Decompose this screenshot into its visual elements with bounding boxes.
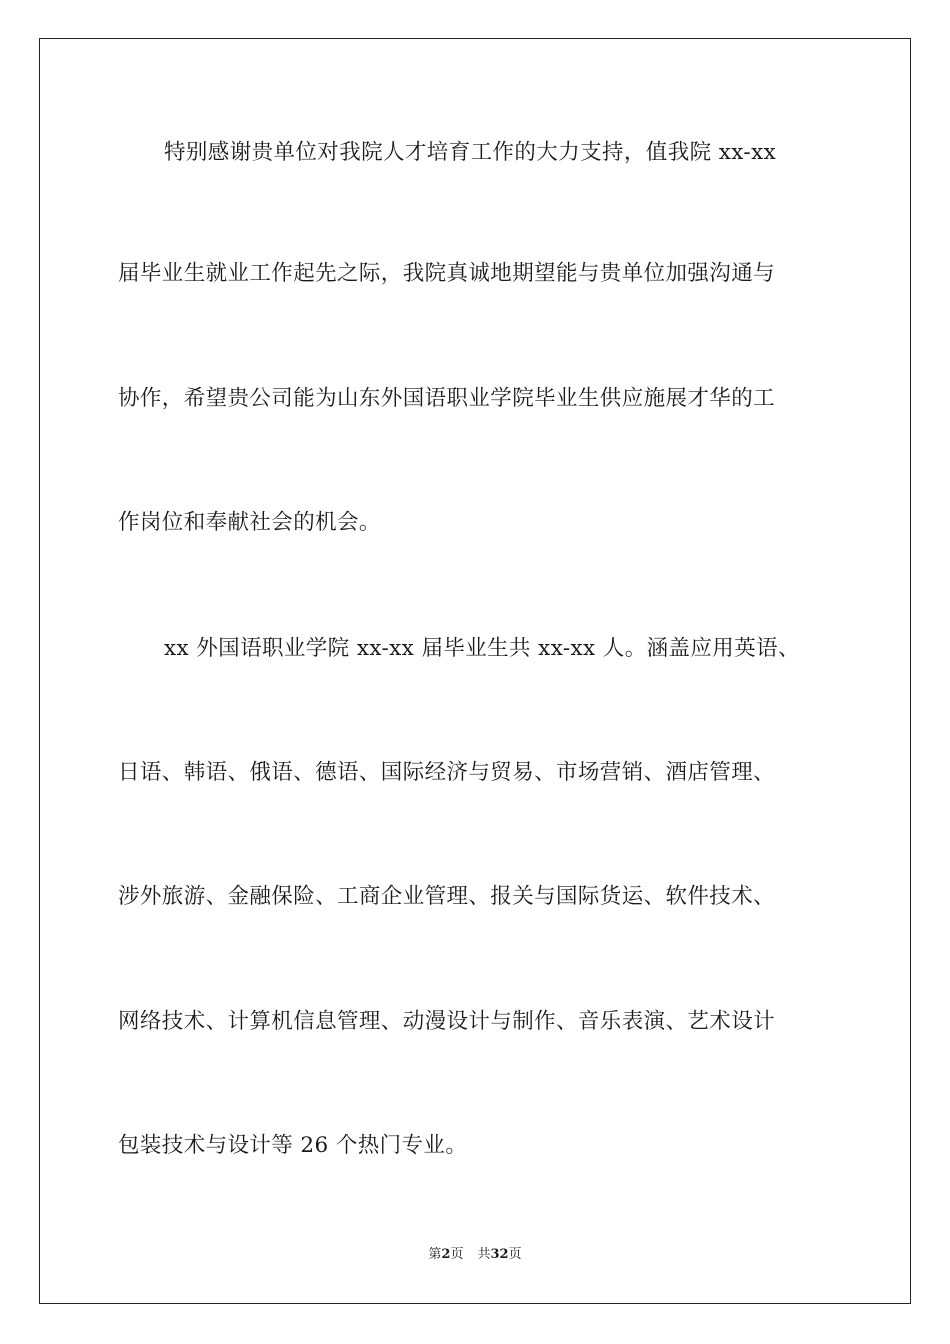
footer-page-suffix: 页 xyxy=(450,1247,464,1262)
footer-total-prefix: 共 xyxy=(477,1247,491,1262)
footer-total-suffix: 页 xyxy=(508,1247,522,1262)
paragraph-2-line-3: 涉外旅游、金融保险、工商企业管理、报关与国际货运、软件技术、 xyxy=(118,884,776,909)
paragraph-2-line-4: 网络技术、计算机信息管理、动漫设计与制作、音乐表演、艺术设计 xyxy=(118,1009,776,1034)
paragraph-2-line-2: 日语、韩语、俄语、德语、国际经济与贸易、市场营销、酒店管理、 xyxy=(118,760,776,785)
footer-page-prefix: 第 xyxy=(428,1247,442,1262)
footer-total-pages: 32 xyxy=(490,1247,509,1262)
paragraph-1-line-3: 协作，希望贵公司能为山东外国语职业学院毕业生供应施展才华的工 xyxy=(118,386,776,411)
paragraph-1-line-2: 届毕业生就业工作起先之际，我院真诚地期望能与贵单位加强沟通与 xyxy=(118,261,776,286)
paragraph-2-line-5: 包装技术与设计等 26 个热门专业。 xyxy=(118,1133,468,1158)
page-border xyxy=(39,38,911,1304)
paragraph-1-line-4: 作岗位和奉献社会的机会。 xyxy=(118,510,381,535)
page-footer xyxy=(0,1246,950,1264)
paragraph-1-line-1: 特别感谢贵单位对我院人才培育工作的大力支持，值我院 xx-xx xyxy=(164,140,777,165)
paragraph-2-line-1: xx 外国语职业学院 xx-xx 届毕业生共 xx-xx 人。涵盖应用英语、 xyxy=(164,636,800,661)
footer-page-number: 2 xyxy=(441,1247,451,1262)
